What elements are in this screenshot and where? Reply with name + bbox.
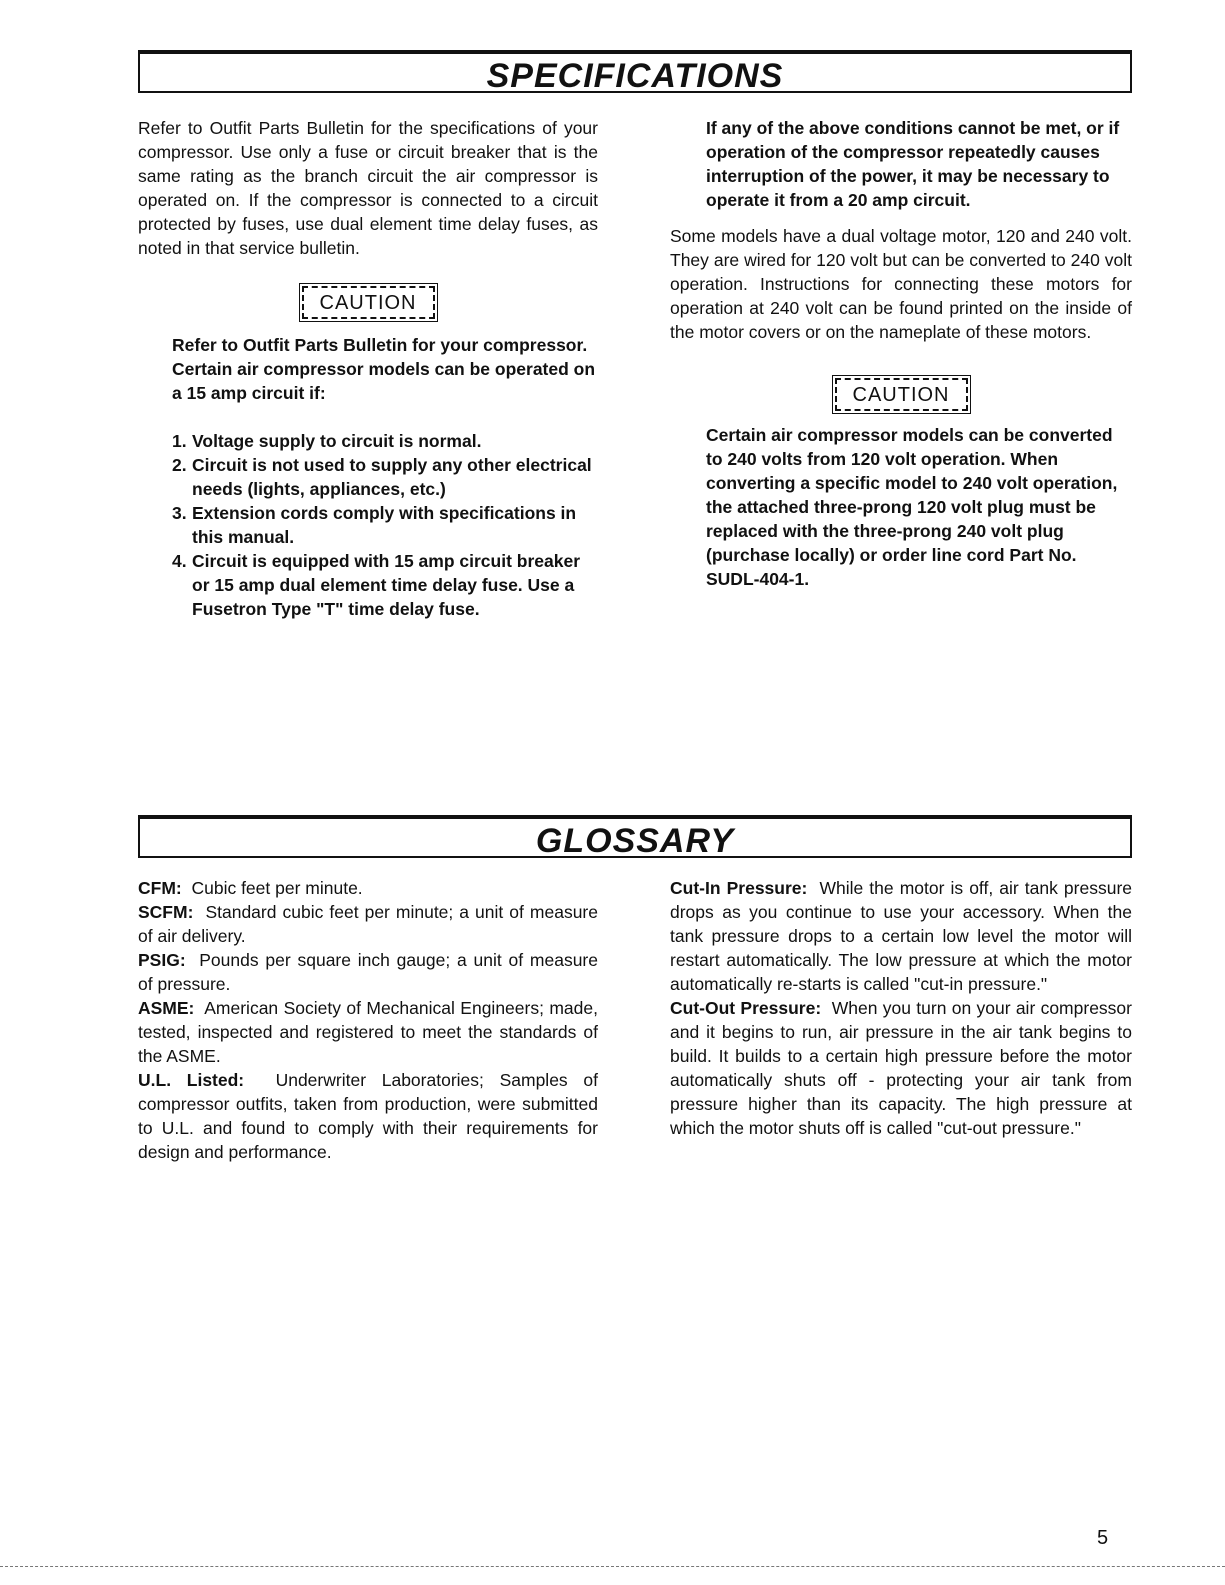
condition-item: 4. Circuit is equipped with 15 amp circuit breaker or 15 amp dual element time delay fuse. Use a Fusetron Type "T" time delay fuse. xyxy=(172,551,581,619)
bottom-rule xyxy=(0,1566,1225,1567)
condition-item: 3. Extension cords comply with specifications in this manual. xyxy=(172,503,577,547)
specifications-intro: Refer to Outfit Parts Bulletin for the specifications of your compressor. Use only a fuse or circuit breaker that is the same rating as the branch circuit the air compressor is operated on. If the compressor is connected to a circuit protected by fuses, use dual element time delay fuses, as noted in that service bulletin. xyxy=(138,118,598,258)
caution-label-left: CAUTION xyxy=(302,286,435,319)
specifications-banner xyxy=(138,50,1132,93)
condition-item: 1. Voltage supply to circuit is normal. xyxy=(172,431,482,451)
circuit-warning: If any of the above conditions cannot be met, or if operation of the compressor repeatedly causes interruption of the power, it may be necessary to operate it from a 20 amp circuit. xyxy=(706,118,1120,210)
glossary-right-column xyxy=(670,876,1132,1140)
conditions-list xyxy=(172,429,598,621)
dual-voltage-info: Some models have a dual voltage motor, 120 and 240 volt. They are wired for 120 volt but can be converted to 240 volt operation. Instructions for connecting these motors for operation at 240 volt can be found printed on the inside of the motor covers or on the nameplate of these motors. xyxy=(670,226,1132,342)
glossary-entry: Cut-In Pressure: While the motor is off, air tank pressure drops as you continue to use your accessory. When the tank pressure drops to a certain low level the motor will restart automatically. The low pressure at which the motor automatically re-starts is called "cut-in pressure." xyxy=(670,878,1133,994)
page-number: 5 xyxy=(1097,1527,1109,1549)
specifications-left-column xyxy=(138,116,598,621)
caution-box-left-wrap xyxy=(138,286,598,319)
glossary-entry: U.L. Listed: Underwriter Laboratories; Samples of compressor outfits, taken from production, were submitted to U.L. and found to comply with their requirements for design and performance. xyxy=(138,1070,598,1162)
caution-text-right: Certain air compressor models can be converted to 240 volts from 120 volt operation. When converting a specific model to 240 volt operation, the attached three-prong 120 volt plug must be replaced with the three-prong 240 volt plug (purchase locally) or order line cord Part No. SUDL-404-1. xyxy=(706,425,1118,589)
glossary-title: GLOSSARY xyxy=(535,822,735,860)
glossary-entry: SCFM: Standard cubic feet per minute; a unit of measure of air delivery. xyxy=(138,902,598,946)
glossary-entry: PSIG: Pounds per square inch gauge; a unit of measure of pressure. xyxy=(138,950,598,994)
specifications-right-column xyxy=(670,116,1132,591)
glossary-banner xyxy=(138,815,1132,858)
glossary-entry: ASME: American Society of Mechanical Engineers; made, tested, inspected and registered to meet the standards of the ASME. xyxy=(138,998,598,1066)
glossary-entry: CFM: Cubic feet per minute. xyxy=(138,878,363,898)
caution-note-left xyxy=(172,333,598,621)
caution-box-right-wrap xyxy=(670,378,1132,411)
glossary-left-column xyxy=(138,876,598,1164)
glossary-entry: Cut-Out Pressure: When you turn on your air compressor and it begins to run, air pressure in the air tank begins to build. It builds to a certain high pressure before the motor automatically shuts off - protecting your air tank from pressure higher than its capacity. The high pressure at which the motor shuts off is called "cut-out pressure." xyxy=(670,998,1132,1138)
condition-item: 2. Circuit is not used to supply any other electrical needs (lights, appliances, etc.) xyxy=(172,455,592,499)
specifications-title: SPECIFICATIONS xyxy=(486,57,784,95)
caution-text-left: Refer to Outfit Parts Bulletin for your compressor. Certain air compressor models can be operated on a 15 amp circuit if: xyxy=(172,335,596,403)
caution-label-right: CAUTION xyxy=(835,378,968,411)
